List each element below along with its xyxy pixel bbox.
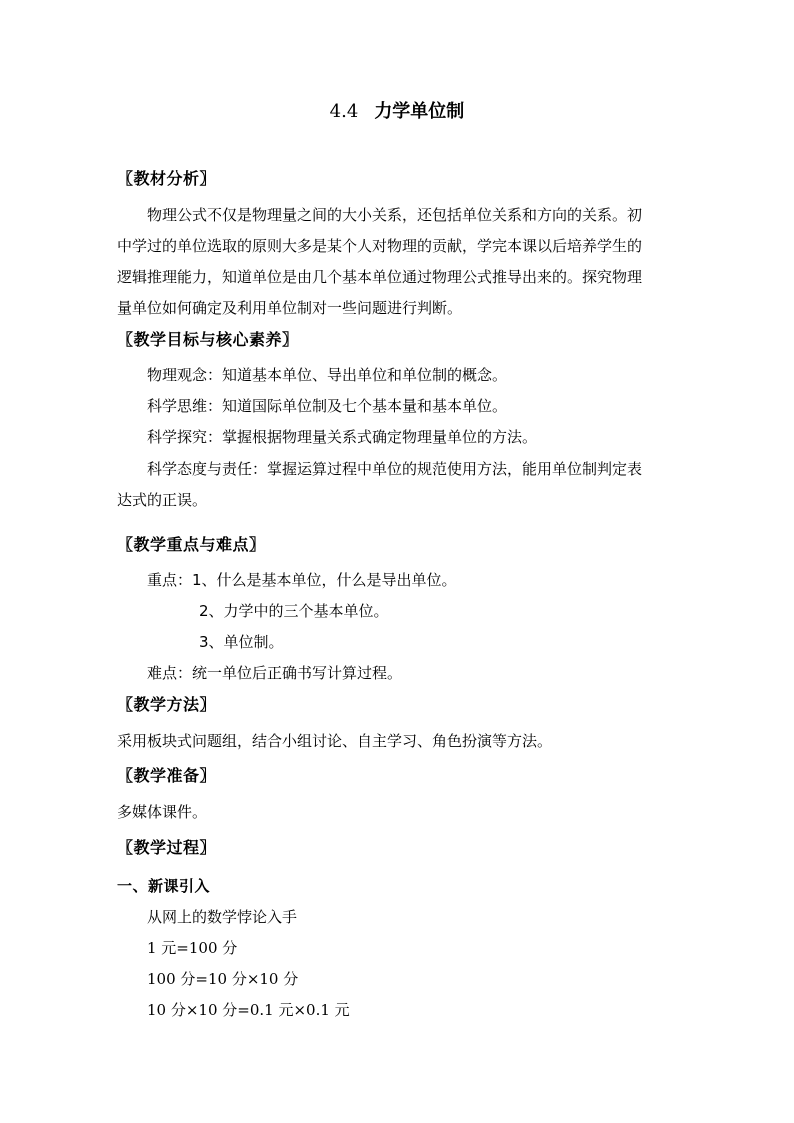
paragraph-line: 量单位如何确定及利用单位制对一些问题进行判断。 — [117, 299, 463, 317]
objective-line: 物理观念：知道基本单位、导出单位和单位制的概念。 — [147, 366, 508, 384]
paragraph-line: 中学过的单位选取的原则大多是某个人对物理的贡献，学完本课以后培养学生的 — [117, 237, 643, 255]
equation-line: 10 分×10 分=0.1 元×0.1 元 — [147, 1001, 350, 1019]
key-point-line: 3、单位制。 — [199, 633, 284, 651]
heading-objectives: 〖教学目标与核心素养〗 — [117, 330, 299, 349]
title-text: 力学单位制 — [374, 101, 465, 122]
key-point-line: 2、力学中的三个基本单位。 — [199, 602, 389, 620]
title-number: 4.4 — [329, 101, 359, 122]
methods-line: 采用板块式问题组，结合小组讨论、自主学习、角色扮演等方法。 — [117, 732, 553, 750]
heading-material-analysis: 〖教材分析〗 — [117, 169, 217, 188]
paragraph-line: 逻辑推理能力，知道单位是由几个基本单位通过物理公式推导出来的。探究物理 — [117, 268, 643, 286]
heading-process: 〖教学过程〗 — [117, 838, 217, 857]
heading-key-points: 〖教学重点与难点〗 — [117, 535, 266, 554]
objective-line: 科学探究：掌握根据物理量关系式确定物理量单位的方法。 — [147, 428, 538, 446]
objective-line: 达式的正误。 — [117, 491, 208, 509]
equation-line: 100 分=10 分×10 分 — [147, 970, 299, 988]
equation-line: 1 元=100 分 — [147, 939, 238, 957]
process-line: 从网上的数学悖论入手 — [147, 908, 298, 926]
heading-methods: 〖教学方法〗 — [117, 695, 217, 714]
heading-preparation: 〖教学准备〗 — [117, 766, 217, 785]
key-point-line: 重点：1、什么是基本单位，什么是导出单位。 — [147, 571, 457, 589]
page-title — [0, 100, 794, 124]
objective-line: 科学思维：知道国际单位制及七个基本量和基本单位。 — [147, 397, 508, 415]
preparation-line: 多媒体课件。 — [117, 803, 208, 821]
paragraph-line: 物理公式不仅是物理量之间的大小关系，还包括单位关系和方向的关系。初 — [147, 206, 643, 224]
difficulty-line: 难点：统一单位后正确书写计算过程。 — [147, 664, 403, 682]
objective-line: 科学态度与责任：掌握运算过程中单位的规范使用方法，能用单位制判定表 — [147, 460, 643, 478]
subheading-new-lesson: 一、新课引入 — [117, 877, 211, 895]
